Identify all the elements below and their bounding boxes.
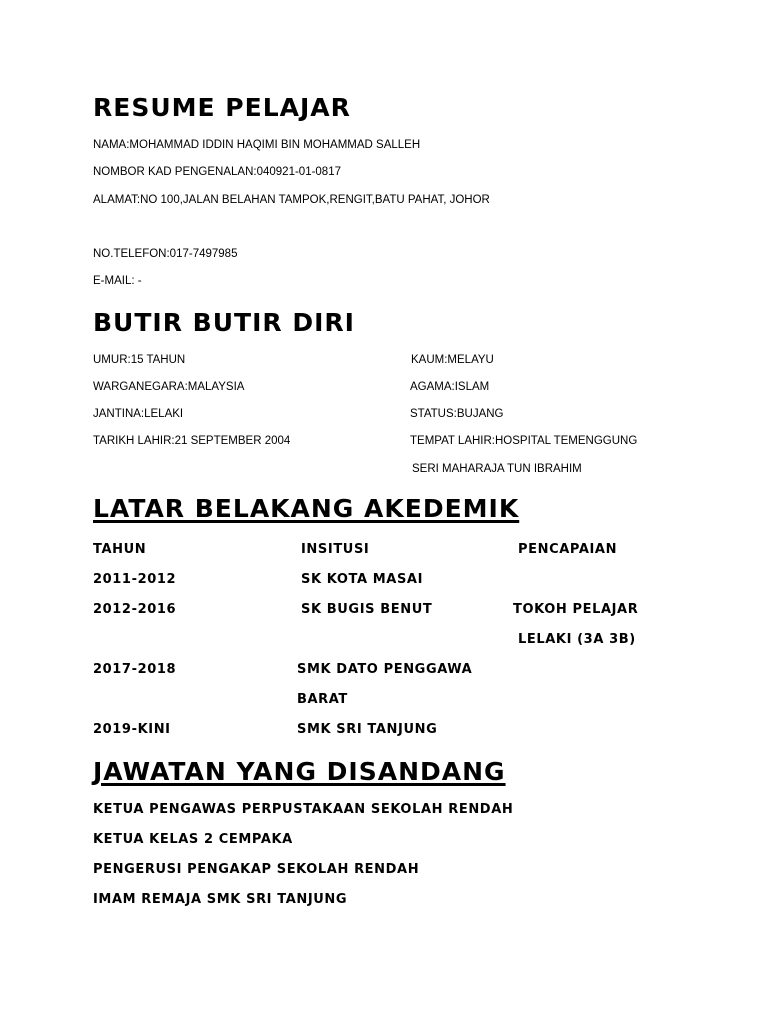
header-institusi: INSITUSI: [301, 542, 370, 557]
akademik-heading: LATAR BELAKANG AKEDEMIK: [93, 494, 520, 523]
jawatan-item: IMAM REMAJA SMK SRI TANJUNG: [93, 892, 348, 907]
nama-field: NAMA:MOHAMMAD IDDIN HAQIMI BIN MOHAMMAD SALLEH: [93, 139, 421, 151]
jawatan-item: PENGERUSI PENGAKAP SEKOLAH RENDAH: [93, 862, 420, 877]
tempat-lahir-field: TEMPAT LAHIR:HOSPITAL TEMENGGUNG: [410, 435, 638, 447]
alamat-field: ALAMAT:NO 100,JALAN BELAHAN TAMPOK,RENGIT,BATU PAHAT, JOHOR: [93, 194, 490, 206]
jawatan-item: KETUA PENGAWAS PERPUSTAKAAN SEKOLAH RENDAH: [93, 802, 514, 817]
status-field: STATUS:BUJANG: [410, 408, 504, 420]
jawatan-heading: JAWATAN YANG DISANDANG: [93, 757, 506, 786]
row-tahun: 2017-2018: [93, 662, 177, 677]
jawatan-item: KETUA KELAS 2 CEMPAKA: [93, 832, 293, 847]
tempat-lahir-continued: SERI MAHARAJA TUN IBRAHIM: [412, 463, 582, 475]
kad-pengenalan-field: NOMBOR KAD PENGENALAN:040921-01-0817: [93, 166, 341, 178]
resume-title: RESUME PELAJAR: [93, 93, 351, 122]
umur-field: UMUR:15 TAHUN: [93, 354, 186, 366]
telefon-field: NO.TELEFON:017-7497985: [93, 248, 238, 260]
row-institusi: SK BUGIS BENUT: [301, 602, 433, 617]
kaum-field: KAUM:MELAYU: [411, 354, 494, 366]
row-tahun: 2019-KINI: [93, 722, 171, 737]
row-institusi: SK KOTA MASAI: [301, 572, 424, 587]
jantina-field: JANTINA:LELAKI: [93, 408, 184, 420]
agama-field: AGAMA:ISLAM: [410, 381, 490, 393]
row-institusi-continued: BARAT: [297, 692, 348, 707]
row-institusi: SMK DATO PENGGAWA: [297, 662, 473, 677]
butir-diri-heading: BUTIR BUTIR DIRI: [93, 308, 355, 337]
row-institusi: SMK SRI TANJUNG: [297, 722, 438, 737]
tarikh-lahir-field: TARIKH LAHIR:21 SEPTEMBER 2004: [93, 435, 291, 447]
email-field: E-MAIL: -: [93, 275, 142, 287]
warganegara-field: WARGANEGARA:MALAYSIA: [93, 381, 245, 393]
header-pencapaian: PENCAPAIAN: [518, 542, 618, 557]
row-pencapaian: TOKOH PELAJAR: [513, 602, 639, 617]
row-pencapaian-continued: LELAKI (3A 3B): [518, 632, 636, 647]
row-tahun: 2011-2012: [93, 572, 177, 587]
row-tahun: 2012-2016: [93, 602, 177, 617]
header-tahun: TAHUN: [93, 542, 147, 557]
